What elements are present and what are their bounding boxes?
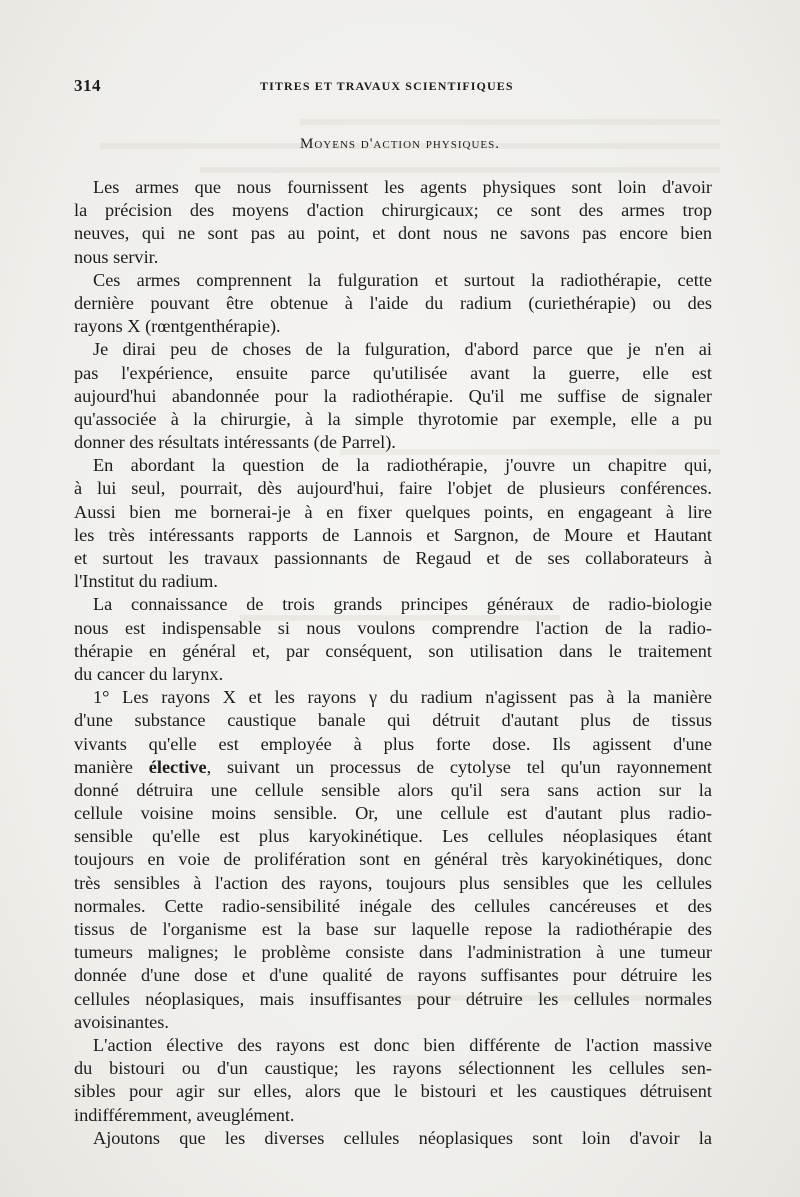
text-line: du bistouri ou d'un caustique; les rayons sélectionnent les cellules sen- [74, 1058, 712, 1079]
text-line: la précision des moyens d'action chirurgicaux; ce sont des armes trop [74, 200, 712, 221]
text-line: indifféremment, aveuglément. [74, 1104, 295, 1125]
text-line: donner des résultats intéressants (de Parrel). [74, 432, 396, 453]
text-line: très sensibles à l'action des rayons, toujours plus sensibles que les cellules [74, 872, 712, 893]
page-number: 314 [74, 76, 101, 95]
text-line: d'une substance caustique banale qui détruit d'autant plus de tissus [74, 710, 712, 731]
page-header [74, 76, 720, 96]
text-line: La connaissance de trois grands principes généraux de radio-biologie [93, 594, 712, 615]
text-line: du cancer du larynx. [74, 663, 224, 684]
text-line: Les armes que nous fournissent les agents physiques sont loin d'avoir [93, 177, 712, 197]
text-line: nous est indispensable si nous voulons comprendre l'action de la radio- [74, 617, 712, 638]
text-line: Ajoutons que les diverses cellules néoplasiques sont loin d'avoir la [93, 1127, 712, 1148]
text-line: sibles pour agir sur elles, alors que le bistouri et les caustiques détruisent [74, 1081, 712, 1102]
section-title: Moyens d'action physiques. [300, 136, 500, 152]
text-line: donné détruira une cellule sensible alors qu'il sera sans action sur la [74, 779, 712, 800]
text-line: toujours en voie de prolifération sont en général très karyokinétiques, donc [74, 849, 712, 870]
text-line: Ces armes comprennent la fulguration et surtout la radiothérapie, cette [93, 269, 712, 290]
text-line: neuves, qui ne sont pas au point, et dont nous ne savons pas encore bien [74, 223, 712, 244]
text-line: cellules néoplasiques, mais insuffisantes pour détruire les cellules normales [74, 988, 712, 1009]
text-line: vivants qu'elle est employée à plus forte dose. Ils agissent d'une [74, 733, 712, 754]
text-line: 1° Les rayons X et les rayons γ du radium n'agissent pas à la manière [93, 687, 712, 708]
text-line: rayons X (rœntgenthérapie). [74, 316, 281, 337]
text-line: manière élective, suivant un processus de cytolyse tel qu'un rayonnement [74, 756, 712, 777]
text-line: les très intéressants rapports de Lannois et Sargnon, de Moure et Hautant [74, 524, 712, 545]
text-line: nous servir. [74, 246, 159, 267]
text-line: dernière pouvant être obtenue à l'aide du radium (curiethérapie) ou des [74, 292, 712, 313]
body-text [74, 176, 712, 1150]
text-line: l'Institut du radium. [74, 571, 218, 592]
text-line: thérapie en général et, par conséquent, son utilisation dans le traitement [74, 640, 712, 661]
text-line: Je dirai peu de choses de la fulguration, d'abord parce que je n'en ai [93, 339, 712, 360]
text-line: à lui seul, pourrait, dès aujourd'hui, faire l'objet de plusieurs conférences. [74, 478, 712, 499]
text-line: sensible qu'elle est plus karyokinétique. Les cellules néoplasiques étant [74, 826, 712, 847]
text-line: pas l'expérience, ensuite parce qu'utilisée avant la guerre, elle est [74, 362, 712, 383]
text-line: qu'associée à la chirurgie, à la simple thyrotomie par exemple, elle a pu [74, 408, 712, 429]
text-line: cellule voisine moins sensible. Or, une cellule est d'autant plus radio- [74, 803, 712, 824]
text-line: donnée d'une dose et d'une qualité de rayons suffisantes pour détruire les [74, 965, 712, 986]
running-title: TITRES ET TRAVAUX SCIENTIFIQUES [260, 79, 514, 93]
text-line: avoisinantes. [74, 1011, 169, 1032]
text-line: En abordant la question de la radiothérapie, j'ouvre un chapitre qui, [93, 455, 712, 476]
emphasized-word: élective [148, 756, 207, 777]
text-line: tumeurs malignes; le problème consiste dans l'administration à une tumeur [74, 942, 712, 963]
text-line: Aussi bien me bornerai-je à en fixer quelques points, en engageant à lire [74, 501, 712, 522]
text-line: normales. Cette radio-sensibilité inégale des cellules cancéreuses et des [74, 895, 712, 916]
text-line: aujourd'hui abandonnée pour la radiothérapie. Qu'il me suffise de signaler [74, 385, 712, 406]
text-line: tissus de l'organisme est la base sur laquelle repose la radiothérapie des [74, 919, 712, 939]
text-line: et surtout les travaux passionnants de Regaud et de ses collaborateurs à [74, 548, 712, 568]
text-line: L'action élective des rayons est donc bien différente de l'action massive [93, 1034, 712, 1055]
